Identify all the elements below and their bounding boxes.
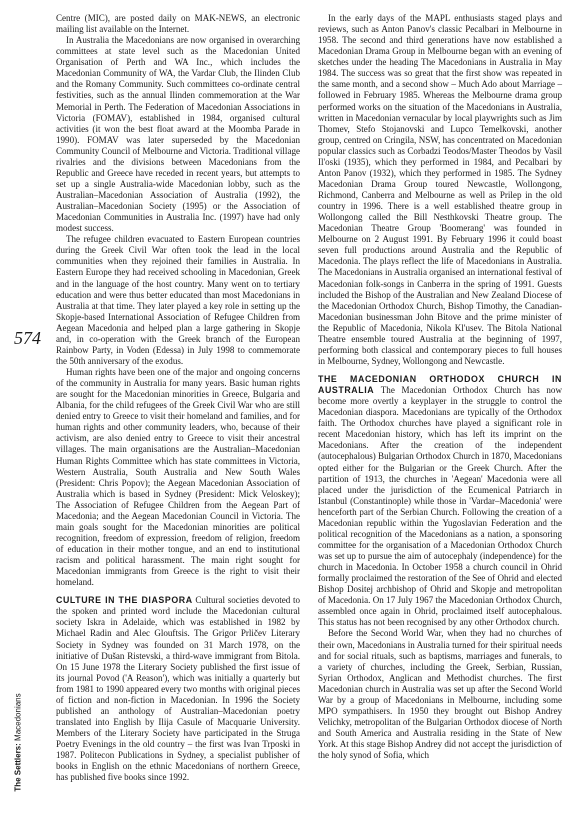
paragraph: Centre (MIC), are posted daily on MAK-NEWS, an electronic mailing list available on the Internet. bbox=[56, 13, 300, 35]
paragraph: Human rights have been one of the major and ongoing concerns of the community in Australia for many years. Basic human rights are sought for the Macedonian minorities in Greece, Bulgaria and Albania, for the child refugees of the Greek Civil War who are still denied entry to Greece to visit their homeland and families, and for human rights and other community leaders, who, because of their activism, are also denied entry to Greece to visit their ancestral villages. The main organisations are the Australian–Macedonian Human Rights Committee which has state committees in Victoria, Western Australia, South Australia and New South Wales (President: Chris Popov); the Aegean Macedonian Association of Australia which is based in Sydney (President: Mick Veloskey); The Association of Refugee Children from the Aegean Part of Macedonia; and the Aegean Macedonian Council in Victoria. The main goals sought for the Macedonian minorities are political recognition, freedom of expression, freedom of religion, freedom of education in their mother tongue, and an end to institutional racism and political harassment. The main right sought for Macedonian immigrants from Greece is the right to visit their homeland. bbox=[56, 367, 300, 588]
paragraph: In the early days of the MAPL enthusiasts staged plays and reviews, such as Anton Panov's classic Pecalbari in Melbourne in 1958. The second and third generations have now established a Macedonian Drama Group in Melbourne began with an evening of sketches under the heading The Macedonians in Australia in May 1984. The success was so great that the first show was repeated in the same month, and a second show – Much Ado about Marriage – followed in February 1985. Whereas the Melbourne drama group performed works on the situation of the Macedonians in Australia, written in Macedonian vernacular by local playwrights such as Jim Thomev, Stefo Stojanovski and Lupco Temelkovski, another group, centred on Cringila, NSW, has concentrated on Macedonian popular classics such as Corbadzi Teodos/Master Theodos by Vasil Il'oski (1935), which they performed in 1984, and Pecalbari by Anton Panov (1932), which they performed in 1985. The Sydney Macedonian Drama Group toured Newcastle, Wollongong, Richmond, Canberra and Melbourne as well as Prilep in the old country in 1996. There is a well established theatre group in Wollongong called the Bill Nesthkovski Theatre group. The Macedonian Theatre Group 'Boomerang' was founded in Melbourne on 2 August 1991. By February 1996 it could boast seven full productions around Australia and the Republic of Macedonia. The plays reflect the life of Macedonians in Australia. The Macedonians in Australia organised an international festival of Macedonian folk-songs in Canberra in the spring of 1991. Guests included the Bishop of the Australian and New Zealand Diocese of the Macedonian Orthodox Church, Bishop Timothy, the Canadian-Macedonian businessman John Bitove and the prime minister of the Republic of Macedonia, Nikola Kl'usev. The Bitola National Theatre ensemble toured Australia at the beginning of 1997, performing both classical and contemporary pieces to full houses in Melbourne, Sydney, Wollongong and Newcastle. bbox=[318, 13, 562, 366]
paragraph: Before the Second World War, when they had no churches of their own, Macedonians in Australia turned for their spiritual needs and for social rituals, such as baptisms, marriages and funerals, to a variety of churches, including the Greek, Serbian, Russian, Syrian Orthodox, Anglican and Methodist churches. The first Macedonian church in Australia was set up after the Second World War by a group of Macedonians in Melbourne, including some MPO sympathisers. In 1950 they brought out Bishop Andrey Velichky, metropolitan of the Bulgarian Orthodox diocese of North and South America and Australia residing in the State of New York. At this stage Bishop Andrey did not accept the jurisdiction of the holy synod of Sofia, which bbox=[318, 628, 562, 761]
section-text: The Macedonian Orthodox Church has now become more overtly a keyplayer in the struggle to control the Macedonian diaspora. Macedonians are typically of the Orthodox faith. The Orthodox churches have played a significant role in recent Macedonian history, which has left its imprint on the Macedonians. After the creation of the independent (autocephalous) Bulgarian Orthodox Church in 1870, Macedonians opted either for the Bulgarian or the Greek Church. After the partition of 1913, the churches in 'Aegean' Macedonia were all placed under the jurisdiction of the Ecumenical Patriarch in Istanbul (Constantinople) while those in 'Vardar–Macedonia' were henceforth part of the Serbian Church. Following the creation of a Macedonian republic within the Yugoslavian Federation and the political recognition of the Macedonians as a nation, a sponsoring committee for the organisation of a Macedonian Orthodox Church was set up to pursue the aim of autocephaly (independence) for the church in Macedonia. In October 1958 a church council in Ohrid formally proclaimed the restoration of the See of Ohrid and elected Bishop Dositej archbishop of Ohrid and Skopje and metropolitan of Macedonia. On 17 July 1967 the Macedonian Orthodox Church, assembled once again in Ohrid, proclaimed itself autocephalous. This status has not been recognised by any other Orthodox church. bbox=[318, 385, 562, 628]
left-column bbox=[56, 13, 300, 783]
paragraph: In Australia the Macedonians are now organised in overarching committees at state level such as the Macedonian United Organisation of Perth and WA Inc., which includes the Macedonian Community of WA, the Vardar Club, the Ilinden Club and the Romany Community. Such committees co-ordinate central festivities, such as the annual Ilinden commemoration at the War Memorial in Perth. The Federation of Macedonian Associations in Victoria (FOMAV), established in 1984, organised cultural activities (it won the best float award at the Moomba Parade in 1990). FOMAV was later superseded by the Macedonian Community Council of Melbourne and Victoria. Traditional village rivalries and the divisions between Macedonians from the Republic and Greece have receded in recent years, but attempts to set up a single Australia-wide Macedonian lobby, such as the Australian–Macedonian Association of Australia (1992), the Australian–Macedonian Society (1995) or the Association of Macedonian Communities in Australia Inc. (1997) have had only modest success. bbox=[56, 35, 300, 234]
running-header-title: The Settlers: bbox=[13, 743, 23, 792]
section-heading: CULTURE IN THE DIASPORA bbox=[56, 595, 193, 606]
section-text: Cultural societies devoted to the spoken and printed word include the Macedonian cultural society Iskra in Adelaide, which was established in 1982 by Michael Radin and Alec Glouftsis. The Grigor Prličev Literary Society in Sydney was founded on 31 March 1978, on the initiative of Dušan Ristevski, a third-wave immigrant from Bitola. On 15 June 1978 the Literary Society published the first issue of its journal Povod ('A Reason'), which was initially a quarterly but from 1981 to 1990 appeared every two months with original pieces of fiction and non-fiction in Macedonian. In 1996 the Society published an anthology of Australian–Macedonian poetry translated into English by Ilija Casule of Macquarie University. Members of the Literary Society have participated in the Struga Poetry Evenings in the old country – the first was Ivan Trposki in 1987. Politecon Publications in Sydney, a specialist publisher of books in English on the ethnic Macedonians of northern Greece, has published five books since 1992. bbox=[56, 595, 301, 783]
page-number: 574 bbox=[14, 328, 41, 348]
right-column bbox=[318, 13, 562, 761]
running-header bbox=[14, 673, 23, 813]
paragraph: The refugee children evacuated to Eastern European countries during the Greek Civil War often took the lead in the local communities when they rejoined their families in Australia. In Eastern Europe they had received schooling in Macedonian, Greek and in the language of the host country. Many went on to tertiary education and were thus better educated than most Macedonians in Australia at that time. They later played a key role in setting up the Skopje-based International Association of Refugee Children from Aegean Macedonia and helped plan a large gathering in Skopje and, in co-operation with the Greek branch of the European Rainbow Party, in Voden (Edessa) in July 1998 to commemorate the 50th anniversary of the exodus. bbox=[56, 234, 300, 366]
section-paragraph bbox=[318, 374, 562, 628]
section-paragraph bbox=[56, 595, 300, 783]
section-heading: THE MACEDONIAN ORTHODOX CHURCH IN AUSTRALIA bbox=[318, 374, 562, 396]
running-header-subtitle: Macedonians bbox=[13, 693, 23, 741]
